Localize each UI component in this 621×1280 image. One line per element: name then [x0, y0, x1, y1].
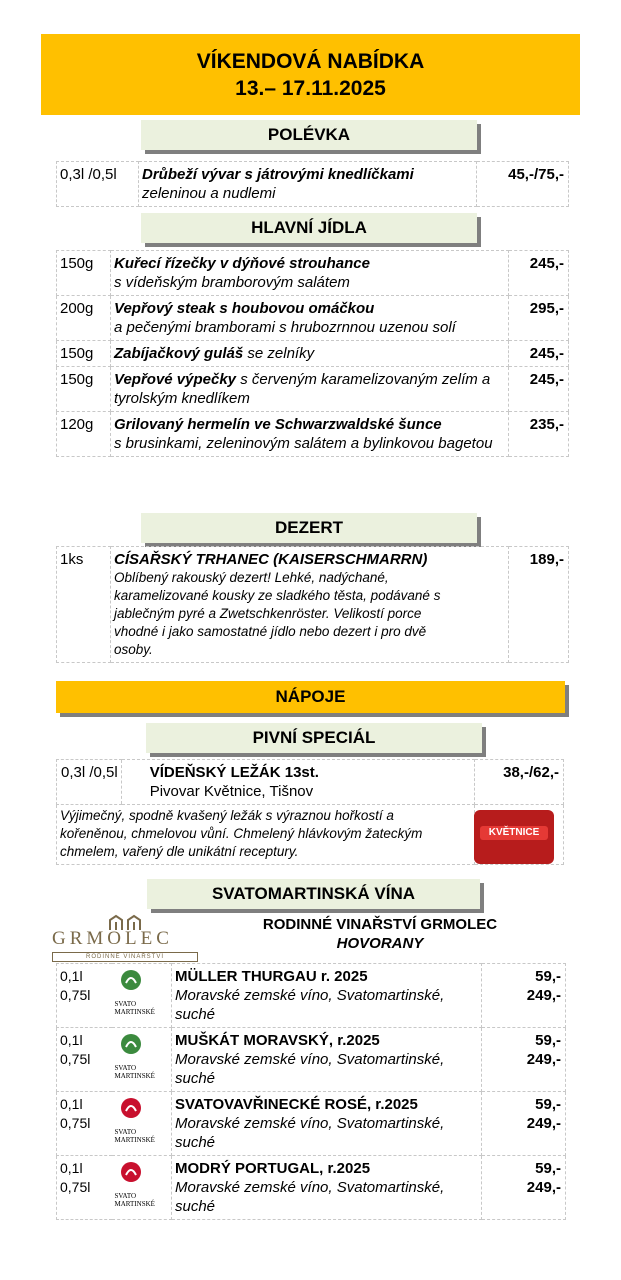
table-row [57, 547, 569, 663]
wine-name: SVATOVAVŘINECKÉ ROSÉ, r.2025 [175, 1096, 418, 1113]
wine-price-small: 59,- [535, 1032, 561, 1049]
wine-desc: Moravské zemské víno, Svatomartinské, suché [175, 1179, 445, 1215]
wine-desc: Moravské zemské víno, Svatomartinské, suché [175, 1051, 445, 1087]
item-price: 245,- [509, 251, 569, 296]
item-desc: zeleninou a nudlemi [142, 185, 276, 202]
winery-name [220, 915, 540, 953]
section-mains-heading: HLAVNÍ JÍDLA [141, 213, 477, 243]
item-qty: 0,3l /0,5l [57, 760, 122, 805]
item-desc: s červeným karamelizovaným zelím a tyrolským knedlíkem [114, 371, 491, 407]
table-row [57, 964, 566, 1028]
item-qty: 1ks [57, 547, 111, 663]
item-name: Vepřové výpečky [114, 371, 237, 388]
wine-price-large: 249,- [526, 1051, 561, 1068]
wine-badge-text: SVATO MARTINSKÉ [114, 1128, 155, 1144]
wine-qty-large: 0,75l [60, 1179, 91, 1195]
item-price: 189,- [509, 547, 569, 663]
item-name: VÍDEŇSKÝ LEŽÁK 13st. [149, 764, 319, 781]
beer-brewery: Pivovar Květnice, Tišnov [149, 783, 314, 800]
wine-name: MUŠKÁT MORAVSKÝ, r.2025 [175, 1032, 380, 1049]
item-price: 245,- [509, 367, 569, 412]
item-name: CÍSAŘSKÝ TRHANEC (KAISERSCHMARRN) [114, 551, 428, 568]
beer-label: KVĚTNICE [480, 826, 548, 840]
item-price: 235,- [509, 412, 569, 457]
section-wines-heading: SVATOMARTINSKÁ VÍNA [147, 879, 480, 909]
wine-name: MODRÝ PORTUGAL, r.2025 [175, 1160, 371, 1177]
wine-qty-large: 0,75l [60, 987, 91, 1003]
section-beer-heading: PIVNÍ SPECIÁL [146, 723, 482, 753]
wine-qty-small: 0,1l [60, 1032, 83, 1048]
page-dates: 13.– 17.11.2025 [235, 77, 386, 100]
table-row [57, 367, 569, 412]
table-row [57, 412, 569, 457]
item-desc: s brusinkami, zeleninovým salátem a bylinkovou bagetou [114, 435, 493, 452]
item-desc: Oblíbený rakouský dezert! Lehké, nadýchané, karamelizované kousky ze sladkého těsta, podávané s jablečným pyré a Zwetschkenröster. Velikostí porce vhodné i jako samostatné jídlo nebo dezert i pro dvě osoby. [114, 570, 441, 657]
item-name: Drůbeží vývar s játrovými knedlíčkami [142, 166, 414, 183]
wine-qty-large: 0,75l [60, 1051, 91, 1067]
wine-badge-text: SVATO MARTINSKÉ [114, 1064, 155, 1080]
table-row [57, 162, 569, 207]
wine-desc: Moravské zemské víno, Svatomartinské, suché [175, 1115, 445, 1151]
wine-badge-text: SVATO MARTINSKÉ [114, 1000, 155, 1016]
item-qty: 150g [57, 251, 111, 296]
page-header [41, 34, 580, 115]
wine-price-large: 249,- [526, 987, 561, 1004]
item-qty: 150g [57, 341, 111, 367]
item-price: 295,- [509, 296, 569, 341]
winery-location: HOVORANY [336, 935, 424, 952]
item-price: 245,- [509, 341, 569, 367]
item-qty: 120g [57, 412, 111, 457]
item-qty: 0,3l /0,5l [57, 162, 139, 207]
item-qty: 200g [57, 296, 111, 341]
wine-desc: Moravské zemské víno, Svatomartinské, suché [175, 987, 445, 1023]
table-row [57, 760, 564, 805]
item-name: Grilovaný hermelín ve Schwarzwaldské šunce [114, 416, 442, 433]
wine-qty-large: 0,75l [60, 1115, 91, 1131]
item-name: Zabíjačkový guláš [114, 345, 244, 362]
wine-qty-small: 0,1l [60, 1160, 83, 1176]
item-desc: se zelníky [243, 345, 315, 362]
item-name: Kuřecí řízečky v dýňové strouhance [114, 255, 370, 272]
item-qty: 150g [57, 367, 111, 412]
item-name: Vepřový steak s houbovou omáčkou [114, 300, 375, 317]
table-row [57, 251, 569, 296]
winery-title: RODINNÉ VINAŘSTVÍ GRMOLEC [262, 916, 498, 933]
winery-logo-sub: RODINNÉ VINAŘSTVÍ [52, 952, 198, 962]
wine-badge-text: SVATO MARTINSKÉ [114, 1192, 155, 1208]
wine-price-large: 249,- [526, 1179, 561, 1196]
section-dessert-heading: DEZERT [141, 513, 477, 543]
item-price: 38,-/62,- [474, 760, 563, 805]
item-desc: Výjimečný, spodně kvašený ležák s výraznou hořkostí a kořeněnou, chmelovou vůní. Chmelený hlávkovým žateckým chmelem, vařený dle unikátní receptury. [60, 808, 423, 859]
wine-price-large: 249,- [526, 1115, 561, 1132]
wine-price-small: 59,- [535, 968, 561, 985]
section-soup-heading: POLÉVKA [141, 120, 477, 150]
dessert-table [56, 546, 569, 663]
soup-table [56, 161, 569, 207]
wines-table [56, 963, 566, 1220]
section-drinks-heading: NÁPOJE [56, 681, 565, 713]
beer-can-image [474, 810, 554, 864]
item-desc: s vídeňským bramborovým salátem [114, 274, 350, 291]
winery-logo-text: GRMOLEC [52, 928, 173, 949]
table-row [57, 1156, 566, 1220]
wine-price-small: 59,- [535, 1160, 561, 1177]
page-title: VÍKENDOVÁ NABÍDKA [196, 50, 425, 73]
table-row [57, 341, 569, 367]
item-price: 45,-/75,- [477, 162, 569, 207]
wine-price-small: 59,- [535, 1096, 561, 1113]
wine-qty-small: 0,1l [60, 968, 83, 984]
mains-table [56, 250, 569, 457]
item-desc: a pečenými bramborami s hrubozrnnou uzenou solí [114, 319, 456, 336]
table-row [57, 1028, 566, 1092]
table-row [57, 296, 569, 341]
wine-name: MÜLLER THURGAU r. 2025 [175, 968, 368, 985]
table-row [57, 1092, 566, 1156]
wine-qty-small: 0,1l [60, 1096, 83, 1112]
